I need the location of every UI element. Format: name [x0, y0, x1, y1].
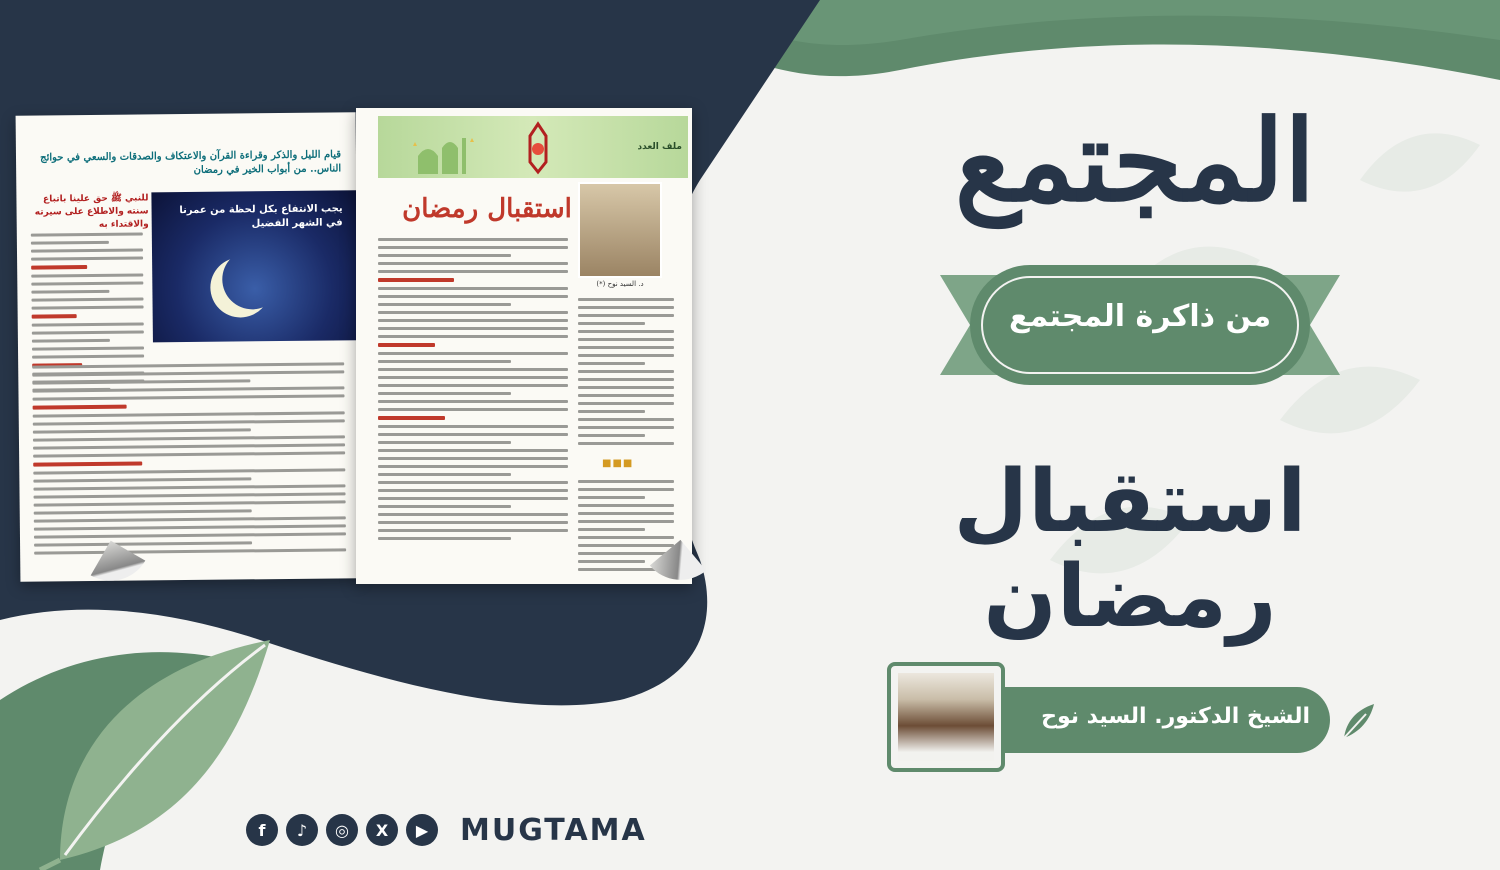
brand-wordmark: MUGTAMA	[460, 812, 647, 848]
section-tag: ملف العدد	[637, 142, 682, 152]
image-caption: يجب الانتفاع بكل لحظة من عمرنا في الشهر الفضيل	[179, 203, 343, 230]
magazine-spread	[18, 108, 698, 588]
right-text-column-1	[378, 238, 568, 545]
author-name: الشيخ الدكتور. السيد نوح	[1041, 704, 1310, 729]
social-bar	[246, 810, 647, 850]
crescent-moon-icon	[222, 249, 283, 310]
logo-text: المجتمع	[954, 96, 1316, 227]
tiktok-icon[interactable]: ♪	[286, 814, 318, 846]
author-photo-small	[578, 182, 662, 278]
section-ribbon	[930, 255, 1350, 395]
facebook-icon[interactable]: f	[246, 814, 278, 846]
mugtama-logo	[954, 60, 1316, 250]
left-page-subhead: للنبي ﷺ حق علينا باتباع سنته والاطلاع على سيرته والاقتداء به	[34, 193, 149, 230]
right-text-column-2	[578, 298, 674, 450]
article-title: استقبال رمضان	[953, 452, 1307, 647]
photo-caption: د. السيد نوح (*)	[596, 280, 644, 288]
feather-icon	[1338, 700, 1380, 742]
mosque-icon	[408, 134, 478, 174]
author-photo-frame	[887, 662, 1005, 772]
magazine-left-page	[16, 112, 361, 582]
instagram-icon[interactable]: ◎	[326, 814, 358, 846]
author-photo	[898, 673, 994, 761]
left-text-columns-bottom	[32, 362, 346, 559]
right-page-title: استقبال رمضان	[402, 194, 572, 224]
ribbon-label: من ذاكرة المجتمع	[1008, 299, 1272, 334]
decorative-dots: ■■■	[602, 458, 634, 469]
leaf-decoration-icon	[40, 610, 280, 870]
ramadan-banner	[378, 116, 688, 178]
left-page-headline: قيام الليل والذكر وقراءة القرآن والاعتكاف والصدقات والسعي في حوائج الناس.. من أبواب الخير في رمضان	[40, 149, 342, 176]
x-icon[interactable]: X	[366, 814, 398, 846]
magazine-right-page	[356, 108, 692, 584]
lantern-icon	[518, 122, 558, 174]
crescent-moon-image	[151, 190, 358, 342]
youtube-icon[interactable]: ▶	[406, 814, 438, 846]
